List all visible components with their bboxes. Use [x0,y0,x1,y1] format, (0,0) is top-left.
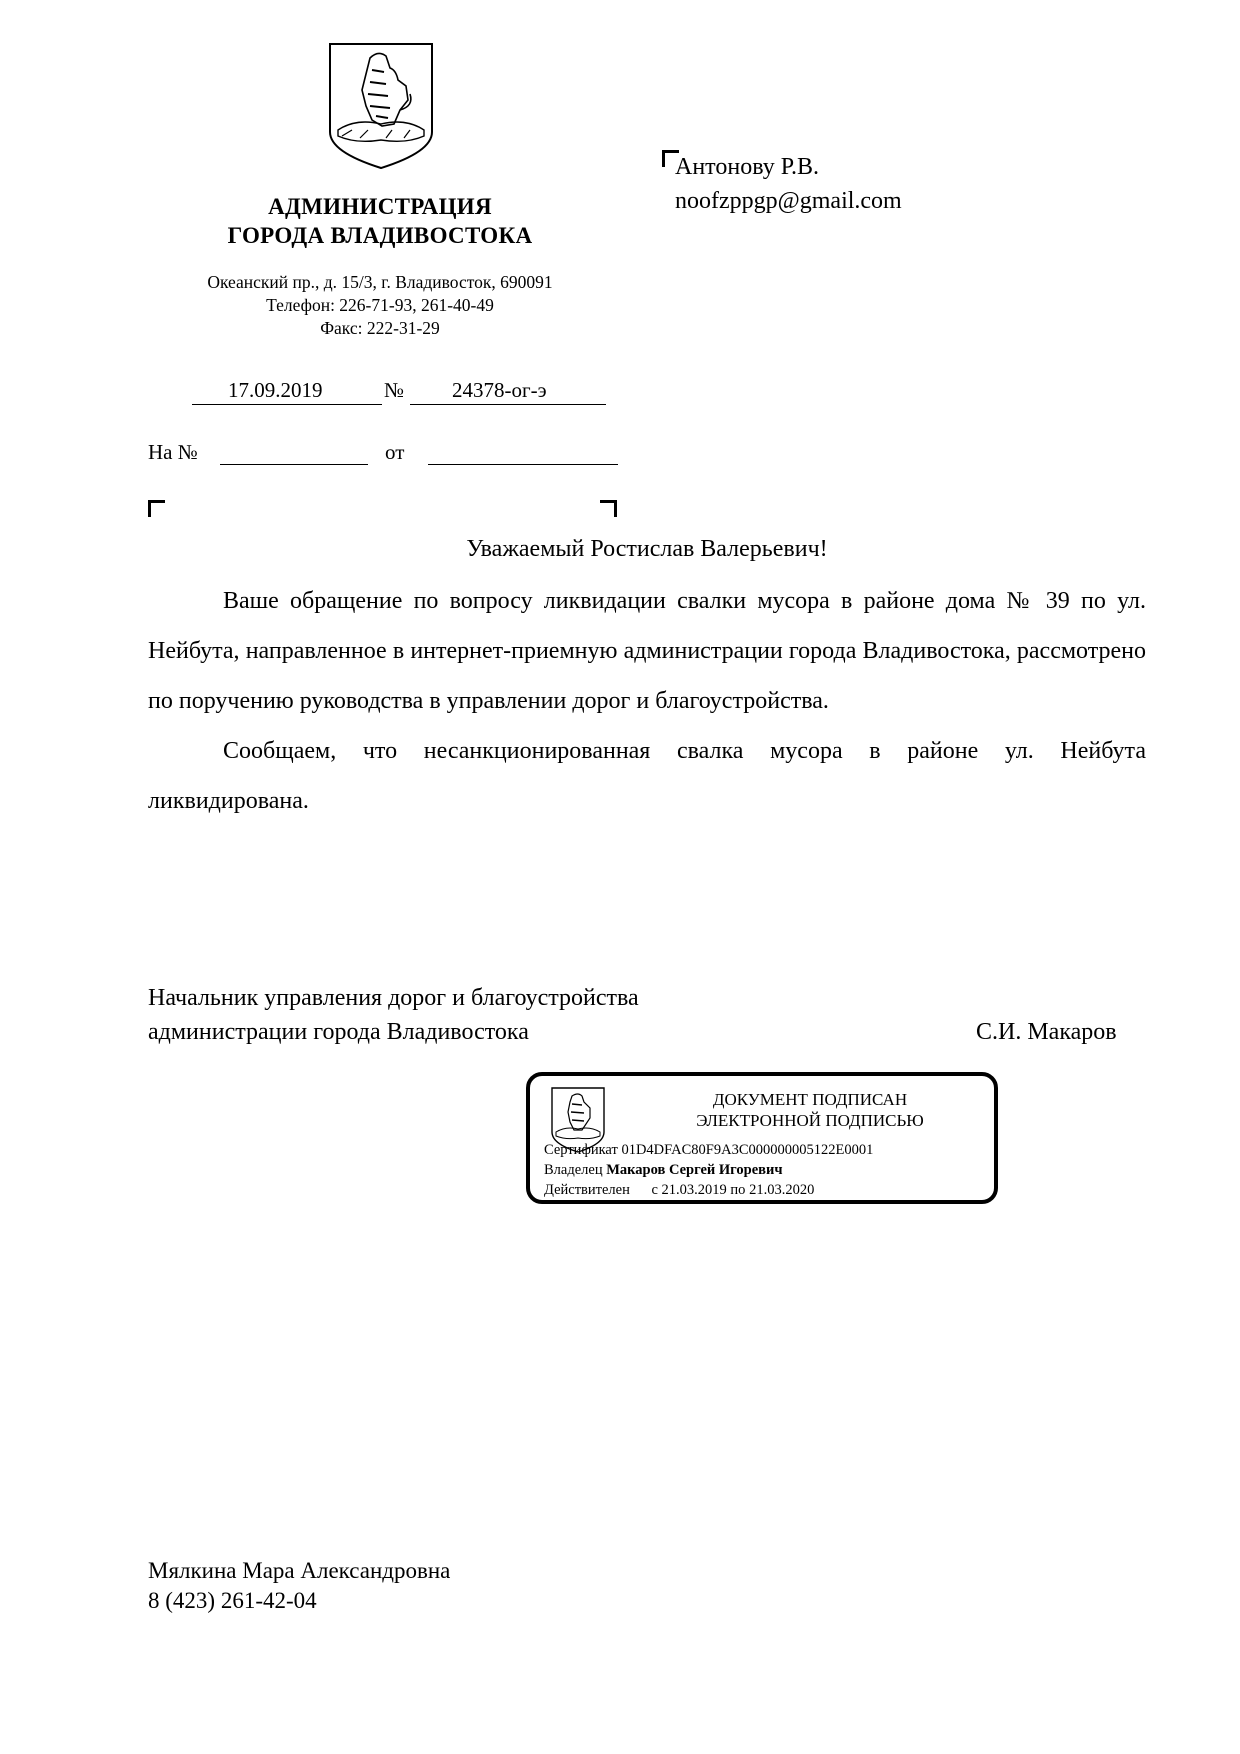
paragraph-2: Сообщаем, что несанкционированная свалка мусора в районе ул. Нейбута ликвидирована. [148,738,1146,814]
reference-number-blank [220,464,368,465]
valid-from-date: 21.03.2019 [661,1182,727,1198]
tiger-coat-of-arms-icon [326,40,436,175]
stamp-owner [544,1162,783,1179]
registration-date: 17.09.2019 [228,378,323,402]
reference-from-label: от [385,440,405,464]
valid-from-label: с [651,1182,658,1198]
certificate-label: Сертификат [544,1142,618,1158]
signer-position-line2: администрации города Владивостока [148,1019,529,1045]
org-fax: Факс: 222-31-29 [320,318,440,338]
certificate-value: 01D4DFAC80F9A3C000000005122E0001 [621,1142,874,1158]
reference-date-blank [428,464,618,465]
greeting: Уважаемый Ростислав Валерьевич! [466,536,828,562]
letter-body [148,576,1146,826]
subject-corner-right [600,500,617,517]
org-name-line2: ГОРОДА ВЛАДИВОСТОКА [227,223,533,248]
owner-value: Макаров Сергей Игоревич [606,1162,783,1178]
stamp-title-line1: ДОКУМЕНТ ПОДПИСАН [712,1090,908,1109]
org-phone: Телефон: 226-71-93, 261-40-49 [266,295,494,315]
org-name-line1: АДМИНИСТРАЦИЯ [268,194,492,219]
date-underline [192,404,382,405]
executor-phone: 8 (423) 261-42-04 [148,1588,317,1613]
number-sign: № [384,378,405,402]
executor-name: Мялкина Мара Александровна [148,1558,451,1583]
recipient-email: noofzppgp@gmail.com [675,188,902,214]
paragraph-1: Ваше обращение по вопросу ликвидации свалки мусора в районе дома № 39 по ул. Нейбута, направленное в интернет-приемную администрации города Владивостока, рассмотрено по поручению руководства в управлении дорог и благоустройства. [148,588,1146,714]
signer-name: С.И. Макаров [976,1019,1117,1045]
valid-to-date: 21.03.2020 [749,1182,815,1198]
stamp-certificate [544,1142,873,1159]
valid-label: Действителен [544,1182,630,1198]
stamp-title-line2: ЭЛЕКТРОННОЙ ПОДПИСЬЮ [696,1111,924,1130]
recipient-name: Антонову Р.В. [675,154,820,180]
stamp-validity [544,1182,814,1199]
registration-number: 24378-ог-э [452,378,547,402]
electronic-signature-stamp [526,1072,998,1204]
signer-position-line1: Начальник управления дорог и благоустройства [148,985,639,1011]
valid-to-label: по [730,1182,746,1198]
org-address: Океанский пр., д. 15/3, г. Владивосток, 690091 [207,272,553,292]
number-underline [410,404,606,405]
owner-label: Владелец [544,1162,603,1178]
reference-number-label: На № [148,440,198,464]
subject-corner-left [148,500,165,517]
